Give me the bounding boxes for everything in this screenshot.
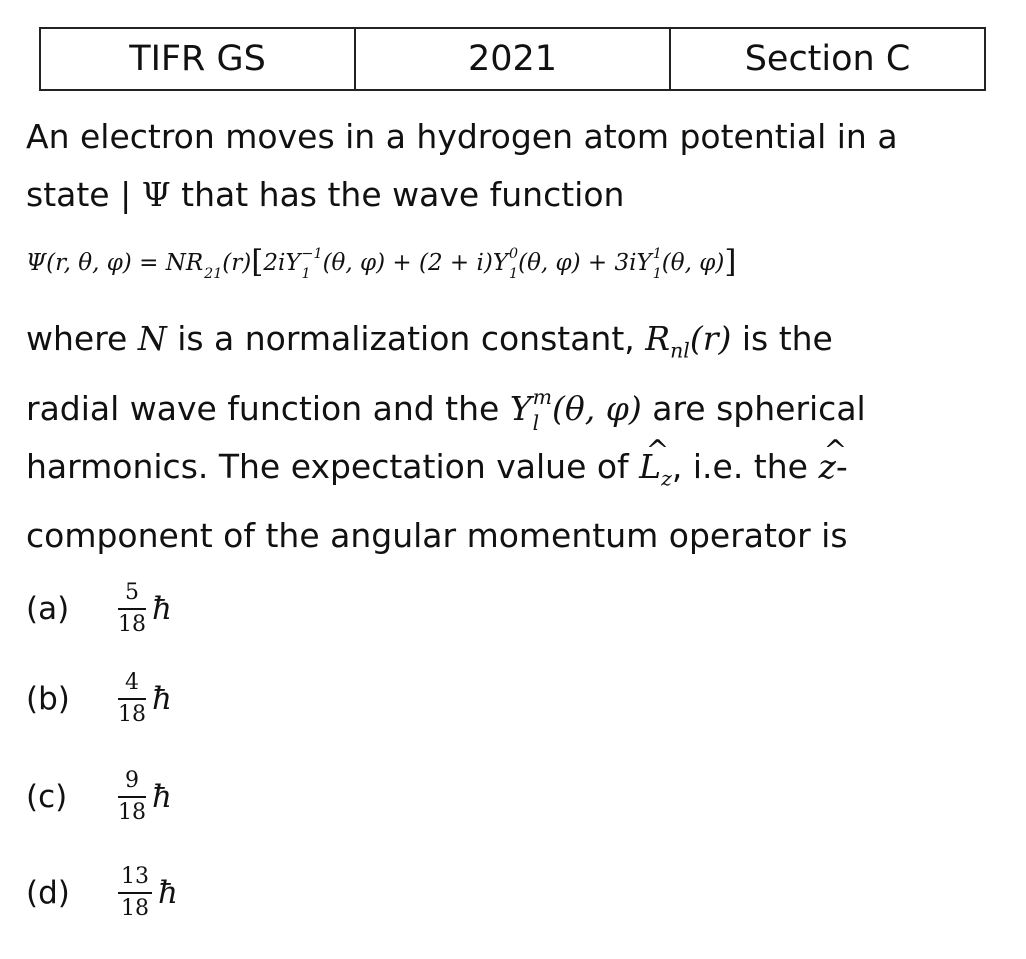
option-b-den: 18 [118,702,146,727]
option-d-fraction [118,866,152,920]
body-l3-c: - [835,446,848,486]
eq-rbracket: ] [724,244,737,280]
option-b[interactable] [26,672,172,726]
option-b-num: 4 [125,670,139,695]
psi-symbol: Ψ [141,175,171,214]
eq-r-arg: (r) [222,250,252,276]
header-section: Section C [744,39,911,79]
body-Y: Y [509,388,532,428]
body-line-2 [26,380,996,438]
header-table [39,27,986,91]
option-a-fraction [118,582,146,636]
eq-t1-Y: Y [285,250,301,276]
option-d-num: 13 [121,864,149,889]
body-Y-args: (θ, φ) [552,388,642,428]
body-l3-a: harmonics. The expectation value of [26,446,640,486]
body-l3-b: , i.e. the [671,446,819,486]
body-l2-a: radial wave function and the [26,388,510,428]
body-L-sub: z [661,466,672,491]
option-d[interactable] [26,866,178,920]
eq-t2-coef: (2 + i) [418,250,493,276]
eq-R: R [185,250,204,276]
header-exam: TIFR GS [41,29,356,89]
option-a[interactable] [26,582,172,636]
intro-line-2 [26,166,996,224]
wave-function-equation [26,244,1016,281]
eq-t1-sup: −1 [301,246,323,263]
eq-t3-args: (θ, φ) [661,250,725,276]
eq-t2-Y: Y [492,250,509,276]
hbar-symbol: ħ [152,591,172,627]
body-Y-sup: m [532,385,553,410]
body-N: N [137,319,167,358]
option-a-den: 18 [118,612,146,637]
body-z-hat: ^ z [818,438,835,496]
hbar-symbol: ħ [152,681,172,717]
intro-line-2-pre: state | [26,175,142,214]
body-r: (r) [689,319,732,358]
body-R: R [645,319,671,358]
option-c[interactable] [26,770,172,824]
eq-t2-args: (θ, φ) + [518,250,615,276]
intro-line-2-post: that has the wave function [170,175,625,214]
question-intro [26,108,996,224]
eq-t1-coef: 2i [263,250,286,276]
option-b-label: (b) [26,681,70,717]
body-line-4: component of the angular momentum operator is [26,516,848,556]
body-R-sub: nl [670,338,690,363]
question-body [26,310,996,565]
option-d-den: 18 [121,896,149,921]
body-l2-b: are spherical [641,388,866,428]
eq-N: N [165,250,186,276]
header-year: 2021 [356,29,671,89]
option-d-label: (d) [26,875,70,911]
eq-t3-sup: 1 [652,246,662,263]
option-c-label: (c) [26,779,68,815]
eq-t1-sub: 1 [301,265,311,282]
body-l1-a: where [26,319,138,358]
hbar-symbol: ħ [152,779,172,815]
eq-t2-sup: 0 [509,246,519,263]
hbar-symbol: ħ [158,875,178,911]
eq-t3-Y: Y [636,250,652,276]
option-b-fraction [118,672,146,726]
body-line-1 [26,310,996,380]
eq-t3-sub: 1 [652,265,662,282]
eq-lhs: Ψ(r, θ, φ) = [26,250,166,276]
body-L-hat: ^ L [639,438,661,496]
eq-t1-args: (θ, φ) + [322,250,419,276]
body-Y-sub: l [532,410,540,435]
eq-t2-sub: 1 [509,265,519,282]
option-a-label: (a) [26,591,70,627]
option-c-num: 9 [125,768,139,793]
eq-R-sub: 21 [204,265,223,282]
intro-line-1: An electron moves in a hydrogen atom potential in a [26,117,898,156]
eq-lbracket: [ [251,244,264,280]
option-c-den: 18 [118,800,146,825]
option-c-fraction [118,770,146,824]
eq-t3-coef: 3i [614,250,637,276]
body-l1-b: is a normalization constant, [166,319,646,358]
body-line-3 [26,438,996,508]
option-a-num: 5 [125,580,139,605]
body-l1-c: is the [731,319,833,358]
